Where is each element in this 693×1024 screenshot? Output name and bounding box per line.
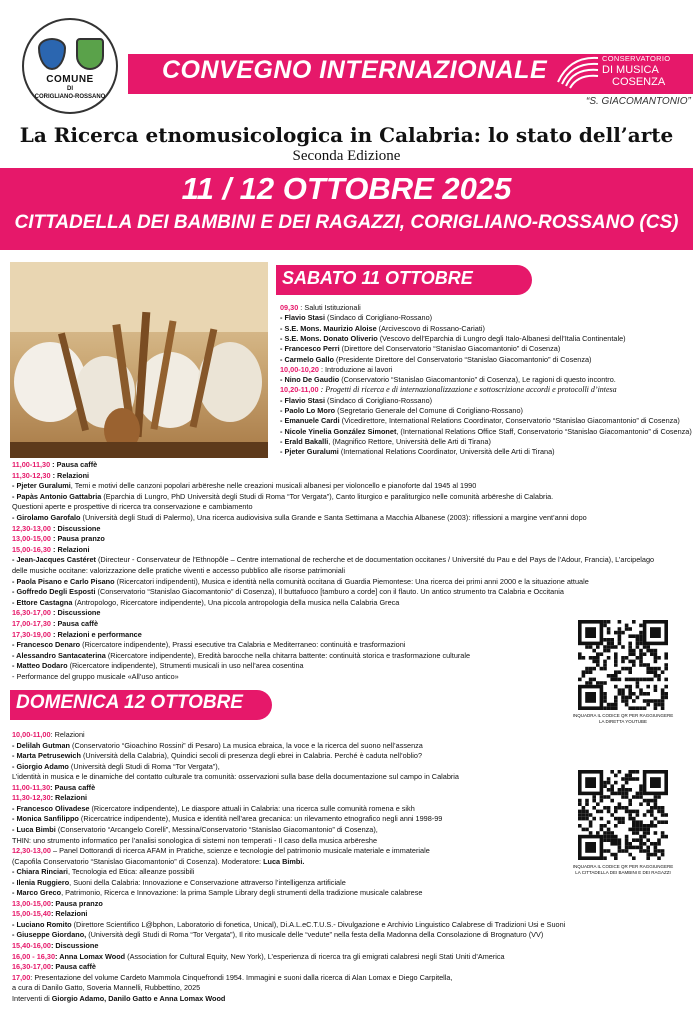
program-line <box>280 396 432 405</box>
program-line <box>12 962 96 971</box>
program-line <box>12 730 85 739</box>
line-detail: , Suoni della Calabria: Innovazione e Conservazione attraverso l’intelligenza artificiale <box>69 877 346 887</box>
line-detail: delle musiche occitane: valorizzazione delle pratiche viventi e accesso pubblico alle risorse patrimoniali <box>12 566 345 575</box>
conservatorio-logo <box>556 48 691 110</box>
youtube-qr-caption: INQUADRA IL CODICE QR PER RAGGIUNGERE LA DIRETTA YOUTUBE <box>572 713 674 724</box>
speaker-name: - Carmelo Gallo <box>280 354 334 364</box>
line-detail: : Progetti di ricerca e di internazionalizzazione e sottoscrizione accordi e protocolli d’intesa <box>318 385 617 395</box>
program-line <box>12 930 543 939</box>
line-detail: (Vicedirettore, International Relations Coordinator, Conservatorio “Stanislao Giacomantonio” di Cosenza) <box>339 416 680 426</box>
line-detail: (Association for Cultural Equity, New York), L’esperienza di ricerca tra gli emigrati calabresi negli Stati Uniti d’America <box>125 951 505 961</box>
speaker-name: - Francesco Olivadese <box>12 803 90 813</box>
speaker-name: - Matteo Dodaro <box>12 661 68 671</box>
program-line <box>12 920 565 929</box>
time-slot: 11,30-12,30 <box>12 470 51 480</box>
line-detail: , Patrimonio, Ricerca e Innovazione: la prima Sample Library degli strumenti della tradizione musicale calabrese <box>61 888 423 898</box>
program-line <box>12 566 345 575</box>
program-line <box>12 587 564 596</box>
line-detail: Questioni aperte e prospettive di ricerca tra conservazione e cambiamento <box>12 502 253 512</box>
line-detail: : Relazioni <box>50 730 85 739</box>
line-detail: : Saluti Istituzionali <box>298 303 361 312</box>
time-slot: 11,00-11,30 <box>12 782 51 792</box>
speaker-name: : Pausa pranzo <box>50 898 103 908</box>
conservatorio-line-2: DI MUSICA <box>602 64 659 76</box>
line-detail: , Tecnologia ed Etica: alleanze possibili <box>67 867 195 877</box>
line-detail-bold: Giorgio Adamo, Danilo Gatto e Anna Lomax Wood <box>51 993 226 1003</box>
coat-of-arms-icon <box>76 38 104 70</box>
speaker-name: - Jean-Jacques Castéret <box>12 555 96 565</box>
speaker-name: - Monica Sanfilippo <box>12 814 79 824</box>
program-line <box>280 303 361 312</box>
speaker-name: - Papàs Antonio Gattabria <box>12 491 102 501</box>
program-line <box>12 867 194 876</box>
program-line <box>280 385 617 394</box>
program-line <box>12 534 105 543</box>
program-line <box>12 577 589 586</box>
conference-subtitle: La Ricerca etnomusicologica in Calabria: lo stato dell’arte <box>19 123 674 147</box>
program-line <box>12 545 89 554</box>
program-line <box>12 804 415 813</box>
conservatorio-line-4: “S. GIACOMANTONIO” <box>586 96 691 107</box>
speaker-name: - Paola Pisano e Carlo Pisano <box>12 576 115 586</box>
speaker-name: : Anna Lomax Wood <box>55 951 126 961</box>
conservatorio-line-1: CONSERVATORIO <box>602 54 671 63</box>
time-slot: 16,00 - 16,30 <box>12 951 56 961</box>
program-line <box>12 481 476 490</box>
line-detail: a cura di Danilo Gatto, Soveria Mannelli, Rubbettino, 2025 <box>12 983 201 993</box>
time-slot: 11,00-11,30 <box>12 460 51 469</box>
program-line <box>12 555 654 564</box>
speaker-name: : Discussione <box>50 523 101 533</box>
line-detail: (Antropologo, Ricercatore indipendente), Una piccola antropologia della musica nella Calabria Greca <box>72 597 400 607</box>
line-detail: (Direttore Scientifico L@bphon, Laboratorio di fonetica, Unical), Di.A.L.eC.T.U.S.- Divulgazione e Archivio Linguistico Calabrese di Tradizioni Usi e Suoni <box>71 919 566 929</box>
program-line <box>12 460 97 469</box>
program-line <box>12 783 95 792</box>
line-detail: (Sindaco di Corigliano-Rossano) <box>325 313 433 323</box>
program-line <box>280 324 485 333</box>
line-detail: (Università degli Studi di Roma “Tor Vergata”), Il rito musicale delle “vedute” nella festa della Madonna della Consolazione di Brognaturo (VV) <box>86 930 544 940</box>
sunday-title: DOMENICA 12 OTTOBRE <box>16 692 243 713</box>
speaker-name: : Pausa pranzo <box>50 534 105 544</box>
program-line <box>280 437 491 446</box>
youtube-qr-code[interactable] <box>578 620 668 710</box>
program-line <box>12 941 98 950</box>
header <box>0 0 693 118</box>
line-detail: (Conservatorio “Stanislao Giacomantonio” di Cosenza), Le ragioni di questo incontro. <box>339 375 616 385</box>
line-detail: (Università della Calabria), Quindici secoli di presenza degli ebrei in Calabria. Perché è caduta nell’oblio? <box>80 751 423 761</box>
line-detail: (Università degli Studi di Palermo), Una ricerca audiovisiva sulla Grande e Santa Settimana a Macchia Albanese (2003): riflessioni a margine vent’anni dopo <box>80 513 587 522</box>
speaker-name: - Marta Petrusewich <box>12 751 81 761</box>
event-date: 11 / 12 OTTOBRE 2025 <box>181 171 512 206</box>
program-line <box>280 447 555 456</box>
program-line <box>12 672 179 681</box>
program-line <box>12 814 442 823</box>
program-line <box>12 899 103 908</box>
speaker-name: - Ilenia Ruggiero <box>12 877 70 887</box>
program-line <box>12 751 422 760</box>
program-line <box>12 492 553 501</box>
time-slot: 17,00-17,30 <box>12 619 51 628</box>
time-slot: 10,00-11,00 <box>12 730 51 739</box>
program-line <box>12 471 89 480</box>
saturday-title: SABATO 11 OTTOBRE <box>282 268 473 288</box>
speaker-name: : Relazioni <box>50 909 88 919</box>
program-line <box>12 513 587 522</box>
time-slot: 13,00-15,00 <box>12 898 51 908</box>
speaker-name: - Francesco Perri <box>280 344 340 354</box>
time-slot: 17,00 <box>12 972 31 982</box>
speaker-name: - Delilah Gutman <box>12 740 70 750</box>
speaker-name: - Giuseppe Giordano, <box>12 930 87 940</box>
speaker-name: - Erald Bakalli <box>280 436 329 446</box>
time-slot: 17,30-19,00 <box>12 629 51 639</box>
program-line <box>12 836 377 845</box>
line-detail: (Segretario Generale del Comune di Corigliano-Rossano) <box>335 406 523 415</box>
program-line <box>12 909 87 918</box>
venue-qr-caption: INQUADRA IL CODICE QR PER RAGGIUNGERE LA CITTADELLA DEI BAMBINI E DEI RAGAZZI <box>572 864 674 875</box>
speaker-name: - Ettore Castagna <box>12 597 73 607</box>
speaker-name: - Goffredo Degli Esposti <box>12 587 96 597</box>
program-line <box>12 651 470 660</box>
program-line <box>280 416 680 425</box>
speaker-name: : Relazioni <box>50 544 90 554</box>
line-detail: (Conservatorio “Stanislao Giacomantonio” di Cosenza), Il buttafuoco [tamburo a corde] con il flauto. Un antico strumento tra Calabria e Occitania <box>95 587 564 597</box>
program-line <box>12 793 87 802</box>
speaker-name: - Flavio Stasi <box>280 313 326 323</box>
speaker-name: - Emanuele Cardi <box>280 416 340 426</box>
line-detail: (Conservatorio “Arcangelo Corelli”, Messina/Conservatorio “Stanislao Giacomantonio” di Cosenza), <box>55 824 378 834</box>
speaker-name: - Luca Bimbi <box>12 824 56 834</box>
speaker-name: : Relazioni e performance <box>50 629 142 639</box>
logo-city-text: CORIGLIANO-ROSSANO <box>34 94 106 100</box>
speaker-name: : Discussione <box>50 941 99 950</box>
line-detail: (Università degli Studi di Roma “Tor Vergata”), <box>68 761 220 771</box>
program-line <box>12 640 405 649</box>
line-detail: (Ricercatore indipendente), Le diaspore attuali in Calabria: una ricerca sulle comunità romena e sikh <box>89 803 415 813</box>
line-detail: (Ricercatore indipendente), Strumenti musicali in uso nell’area cosentina <box>67 661 304 671</box>
line-detail: , Temi e motivi delle canzoni popolari arbëreshe nelle creazioni musicali albanesi per violoncello e pianoforte dal 1945 al 1990 <box>70 481 477 491</box>
time-slot: 15,40-16,00 <box>12 941 51 950</box>
line-detail: : Introduzione ai lavori <box>318 364 393 374</box>
time-slot: 16,30-17,00 <box>12 962 51 972</box>
program-line <box>12 502 253 511</box>
time-slot: 12,30-13,00 <box>12 523 51 533</box>
coat-of-arms-icon <box>38 38 66 70</box>
program-line <box>12 762 220 771</box>
program-line <box>12 888 422 897</box>
venue-qr-code[interactable] <box>578 770 668 860</box>
speaker-name: - Luciano Romito <box>12 919 72 929</box>
speaker-name: : Pausa caffè <box>50 460 98 469</box>
program-line <box>280 427 692 436</box>
conference-title: CONVEGNO INTERNAZIONALE <box>162 56 548 84</box>
speaker-name: - Girolamo Garofalo <box>12 513 81 522</box>
time-slot: 11,30-12,30 <box>12 793 51 803</box>
line-detail: , (Magnifico Rettore, Università delle Arti di Tirana) <box>328 436 491 446</box>
line-detail: - Performance del gruppo musicale «All’uso antico» <box>12 672 179 681</box>
instruments-photo <box>10 262 268 458</box>
speaker-name: : Discussione <box>50 608 101 618</box>
program-line <box>12 741 423 750</box>
edition-label: Seconda Edizione <box>292 148 401 164</box>
program-line <box>12 983 200 992</box>
line-detail: (Ricercatori indipendenti), Musica e identità nella comunità occitana di Guardia Piemontese: Una ricerca dei primi anni 2000 e la situazione attuale <box>114 576 589 586</box>
speaker-name: - Nino De Gaudio <box>280 375 340 385</box>
time-slot: 10,20-11,00 <box>280 385 319 395</box>
line-detail: (Eparchia di Lungro, PhD Università degli Studi di Roma “Tor Vergata”), Canto liturgico e paraliturgico nelle comunità arbëreshe di Calabria. <box>101 491 554 501</box>
line-detail: (Direttore del Conservatorio “Stanislao Giacomantonio” di Cosenza) <box>339 344 561 354</box>
program-line <box>12 973 453 982</box>
program-line <box>280 355 591 364</box>
line-detail: (Ricercatrice indipendente), Musica e identità nell’area grecanica: un rilevamento etnografico negli anni 1998-99 <box>78 814 443 824</box>
comune-logo <box>22 18 118 114</box>
time-slot: 09,30 <box>280 303 299 312</box>
speaker-name: - S.E. Mons. Maurizio Aloise <box>280 323 377 333</box>
speaker-name: - Nicole Yinelia González Simonet <box>280 426 397 436</box>
speaker-name: : Relazioni <box>50 793 88 803</box>
conservatorio-swoosh-icon <box>556 52 600 90</box>
event-venue: CITTADELLA DEI BAMBINI E DEI RAGAZZI, CORIGLIANO-ROSSANO (CS) <box>14 212 679 233</box>
line-detail: (Capofila Conservatorio “Stanislao Giacomantonio” di Cosenza). Moderatore: <box>12 856 264 866</box>
program-line <box>280 313 432 322</box>
program-line <box>280 334 626 343</box>
program-line <box>12 598 399 607</box>
program-line <box>12 608 100 617</box>
program-line <box>12 661 304 670</box>
speaker-name: - Francesco Denaro <box>12 640 81 650</box>
program-line <box>12 524 100 533</box>
line-detail: (Presidente Direttore del Conservatorio “Stanislao Giacomantonio” di Cosenza) <box>333 354 592 364</box>
bagpipes-illustration <box>10 262 268 458</box>
line-detail: L’identità in musica e le dinamiche del contatto culturale tra comunità: osservazioni sulla base della documentazione sul campo in Calabria <box>12 772 459 782</box>
speaker-name: - Chiara Rinciari <box>12 867 68 877</box>
line-detail: (Ricercatore indipendente), Eredità barocche nella chitarra battente: continuità storica e trasformazione culturale <box>105 650 471 660</box>
program-line <box>12 772 459 781</box>
line-detail: THIN: uno strumento informatico per l’analisi sonologica di sistemi non temperati - Il caso della musica arbëreshe <box>12 835 378 845</box>
line-detail: (Arcivescovo di Rossano-Cariati) <box>376 323 485 333</box>
speaker-name: - Pjeter Guralumi <box>280 447 339 457</box>
conservatorio-line-3: COSENZA <box>612 76 666 88</box>
logo-di-text: DI <box>67 86 73 92</box>
speaker-name: - Pjeter Guralumi <box>12 481 71 491</box>
program-line <box>280 365 392 374</box>
speaker-name: - Alessandro Santacaterina <box>12 650 106 660</box>
time-slot: 13,00-15,00 <box>12 534 51 544</box>
line-detail-bold: Luca Bimbi. <box>263 856 305 866</box>
program-line <box>12 619 98 628</box>
time-slot: 12,30-13,00 <box>12 846 51 856</box>
speaker-name: - Marco Greco <box>12 888 62 898</box>
time-slot: 10,00-10,20 <box>280 364 319 374</box>
line-detail: : Presentazione del volume Cardeto Mammola Cinquefrondi 1954. Immagini e suoni dalla ricerca di Alan Lomax e Diego Carpitella, <box>30 972 453 982</box>
line-detail: (Conservatorio “Gioachino Rossini” di Pesaro) La musica ebraica, la voce e la ricerca del suono nell’assenza <box>69 740 423 750</box>
program-line <box>12 952 505 961</box>
time-slot: 15,00-16,30 <box>12 544 51 554</box>
speaker-name: - Flavio Stasi <box>280 395 326 405</box>
time-slot: 16,30-17,00 <box>12 608 51 618</box>
program-line <box>12 846 430 855</box>
speaker-name: - Giorgio Adamo <box>12 761 69 771</box>
program-line <box>12 630 142 639</box>
program-line <box>12 825 378 834</box>
logo-comune-text: COMUNE <box>46 74 94 85</box>
line-detail: (Directeur - Conservateur de l’Ethnopôle – Centre international de recherche et de documentation occitanes / Université du Pau e del Pays de l’Adour, Francia), L’arcipelago <box>95 555 655 565</box>
time-slot: 15,00-15,40 <box>12 909 51 919</box>
program-line <box>12 857 304 866</box>
program-line <box>12 878 346 887</box>
speaker-name: : Pausa caffè <box>50 782 96 792</box>
speaker-name: - S.E. Mons. Donato Oliverio <box>280 333 378 343</box>
line-detail: , (International Relations Office Staff, Conservatorio “Stanislao Giacomantonio” di Cosenza) <box>396 426 692 436</box>
speaker-name: : Relazioni <box>50 470 90 480</box>
line-detail: (Vescovo dell’Eparchia di Lungro degli Italo-Albanesi dell’Italia Continentale) <box>377 333 626 343</box>
program-line <box>280 375 616 384</box>
line-detail: (Sindaco di Corigliano-Rossano) <box>325 395 433 405</box>
speaker-name: : Pausa caffè <box>50 619 98 628</box>
line-detail: (Ricercatore indipendente), Prassi esecutive tra Calabria e Mediterraneo: continuità e trasformazioni <box>80 640 406 650</box>
program-line <box>280 406 523 415</box>
program-line <box>280 344 560 353</box>
line-detail: Interventi di <box>12 993 52 1003</box>
program-line <box>12 994 225 1003</box>
speaker-name: : Pausa caffè <box>50 962 96 972</box>
line-detail: – Panel Dottorandi di ricerca AFAM in Pratiche, scienze e tecnologie del patrimonio musicale materiale e immateriale <box>50 846 430 856</box>
line-detail: (International Relations Coordinator, Università delle Arti di Tirana) <box>338 447 555 457</box>
speaker-name: - Paolo Lo Moro <box>280 406 336 415</box>
